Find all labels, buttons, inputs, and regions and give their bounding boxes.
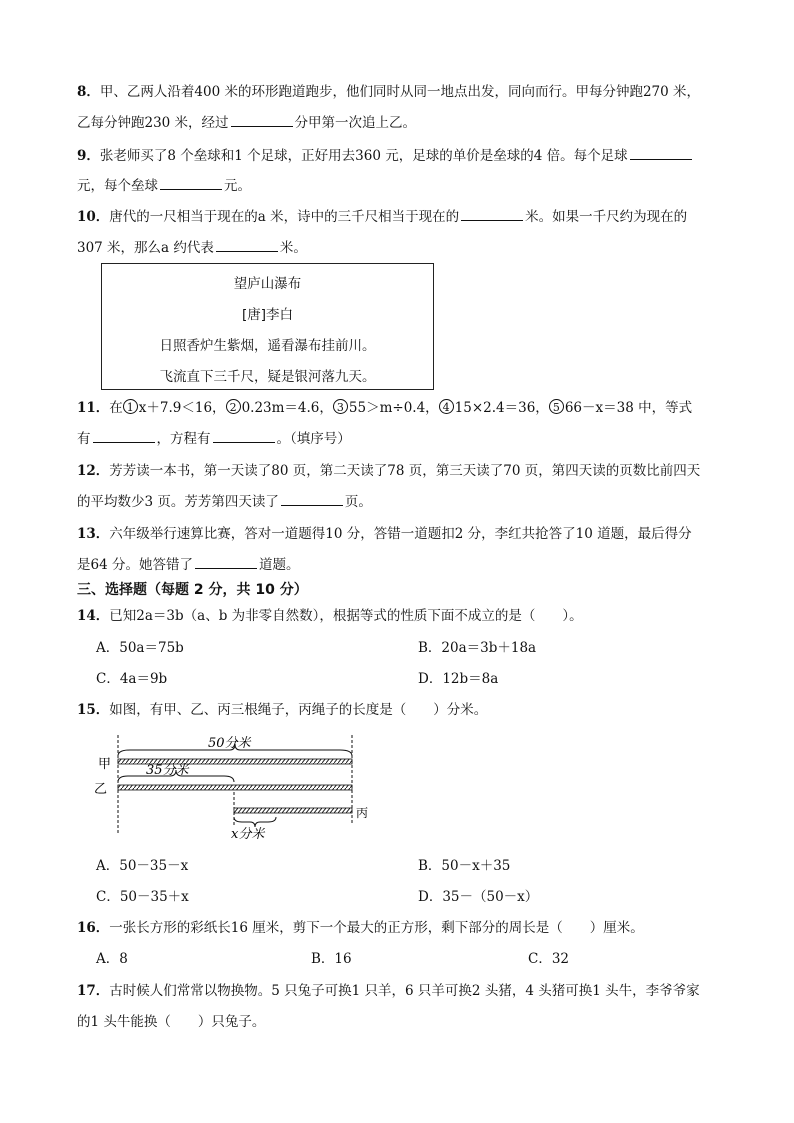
q15-option-d[interactable]: D．35－（50－x） xyxy=(418,889,539,905)
q9-number: 9． xyxy=(77,148,100,164)
q10-line2 xyxy=(77,237,307,258)
q14-option-a[interactable]: A．50a＝75b xyxy=(96,640,184,656)
brace-x xyxy=(234,817,276,827)
q10-blank-1[interactable] xyxy=(461,206,523,221)
q14-number: 14． xyxy=(77,608,110,624)
circle-number-5: 5 xyxy=(549,399,564,414)
label-x: x分米 xyxy=(231,827,265,842)
q15-stem xyxy=(77,700,487,720)
label-bing: 丙 xyxy=(356,806,369,820)
q13-text-2a: 是64 分。她答错了 xyxy=(77,557,193,573)
q8-number: 8． xyxy=(77,84,100,100)
q11-text-2a: 有 xyxy=(77,431,91,447)
q9-text: 张老师买了8 个垒球和1 个足球，正好用去360 元，足球的单价是垒球的4 倍。每个足球 xyxy=(99,148,628,164)
q11-number: 11． xyxy=(77,400,110,416)
q13-line1 xyxy=(77,524,692,544)
q17-line1 xyxy=(77,981,700,1001)
q11-prefix: 在 xyxy=(109,400,123,416)
q13-answer-blank[interactable] xyxy=(195,554,257,569)
q16-number: 16． xyxy=(77,920,110,936)
poem-line-2: 飞流直下三千尺，疑是银河落九天。 xyxy=(159,369,376,385)
poem-author: [唐]李白 xyxy=(241,307,294,323)
rope-bing xyxy=(234,808,352,813)
q15-option-b[interactable]: B．50－x＋35 xyxy=(418,858,511,874)
q10-text-2b: 米。 xyxy=(279,240,307,256)
q9-football-blank[interactable] xyxy=(630,145,692,160)
q10-number: 10． xyxy=(77,209,110,225)
q16-option-b[interactable]: B．16 xyxy=(311,951,352,967)
label-50: 50分米 xyxy=(208,736,251,751)
q13-number: 13． xyxy=(77,526,110,542)
q12-text-2b: 页。 xyxy=(344,494,372,510)
poem-line-1: 日照香炉生紫烟，遥看瀑布挂前川。 xyxy=(159,338,376,354)
q17-text: 古时候人们常常以物换物。5 只兔子可换1 只羊，6 只羊可换2 头猪，4 头猪可换1 头牛，李爷爷家 xyxy=(109,983,700,999)
q12-number: 12． xyxy=(77,463,110,479)
poem-title: 望庐山瀑布 xyxy=(233,276,302,292)
circle-number-4: 4 xyxy=(439,399,454,414)
q14-stem xyxy=(77,606,583,626)
q13-text-2b: 道题。 xyxy=(258,557,300,573)
q16-text: 一张长方形的彩纸长16 厘米，剪下一个最大的正方形，剩下部分的周长是（ ）厘米。 xyxy=(109,920,644,936)
q8-text-2a: 乙每分钟跑230 米，经过 xyxy=(77,115,229,131)
q11-line2 xyxy=(77,428,351,449)
q10-text-2a: 307 米，那么a 约代表 xyxy=(77,240,214,256)
q11-text-2c: 。（填序号） xyxy=(276,431,351,447)
q11-item-1: x＋7.9＜16， xyxy=(138,400,226,416)
label-jia: 甲 xyxy=(98,757,112,772)
q9-softball-blank[interactable] xyxy=(160,175,222,190)
q10-text-1a: 唐代的一尺相当于现在的a 米，诗中的三千尺相当于现在的 xyxy=(109,209,460,225)
q11-item-5: 66－x＝38 中，等式 xyxy=(564,400,693,416)
q9-text-2b: 元。 xyxy=(224,178,251,194)
circle-number-1: 1 xyxy=(123,399,138,414)
q13-text: 六年级举行速算比赛，答对一道题得10 分，答错一道题扣2 分，李红共抢答了10 道题，最后得分 xyxy=(109,526,692,542)
q8-line2 xyxy=(77,112,416,133)
q15-text: 如图，有甲、乙、丙三根绳子，丙绳子的长度是（ ）分米。 xyxy=(109,702,488,718)
q14-option-c[interactable]: C．4a＝9b xyxy=(96,671,168,687)
circle-number-3: 3 xyxy=(333,399,348,414)
q11-item-4: 15×2.4＝36， xyxy=(454,400,549,416)
q13-line2 xyxy=(77,554,299,575)
circle-number-2: 2 xyxy=(226,399,241,414)
q11-text-2b: ，方程有 xyxy=(156,431,211,447)
q8-text: 甲、乙两人沿着400 米的环形跑道跑步，他们同时从同一地点出发，同向而行。甲每分钟跑270 米， xyxy=(99,84,701,100)
rope-yi xyxy=(118,785,352,790)
q16-option-a[interactable]: A．8 xyxy=(96,951,128,967)
q8-line1 xyxy=(77,82,700,102)
q11-item-3: 55＞m÷0.4， xyxy=(348,400,439,416)
q14-text: 已知2a＝3b（a、b 为非零自然数），根据等式的性质下面不成立的是（ ）。 xyxy=(109,608,583,624)
q12-line1 xyxy=(77,461,700,481)
q10-line1 xyxy=(77,206,687,227)
rope-diagram xyxy=(90,733,390,843)
q15-number: 15． xyxy=(77,702,110,718)
q10-text-1b: 米。如果一千尺约为现在的 xyxy=(525,209,688,225)
q11-formula-blank[interactable] xyxy=(213,428,275,443)
q16-stem xyxy=(77,918,644,938)
q16-option-c[interactable]: C．32 xyxy=(528,951,570,967)
q8-text-2b: 分甲第一次追上乙。 xyxy=(294,115,417,131)
q9-text-2a: 元，每个垒球 xyxy=(77,178,158,194)
section-heading-choice: 三、选择题（每题 2 分，共 10 分） xyxy=(77,582,308,598)
poem-box xyxy=(101,263,434,390)
q10-blank-2[interactable] xyxy=(216,237,278,252)
q11-line1 xyxy=(77,398,692,418)
q11-equation-blank[interactable] xyxy=(93,428,155,443)
label-35: 35分米 xyxy=(146,763,189,778)
q12-answer-blank[interactable] xyxy=(281,491,343,506)
q15-option-c[interactable]: C．50－35＋x xyxy=(96,889,189,905)
q12-text-2a: 的平均数少3 页。芳芳第四天读了 xyxy=(77,494,279,510)
q14-option-d[interactable]: D．12b＝8a xyxy=(418,671,499,687)
q12-line2 xyxy=(77,491,372,512)
q9-line2 xyxy=(77,175,251,196)
q9-line1 xyxy=(77,145,694,166)
q17-line2: 的1 头牛能换（ ）只兔子。 xyxy=(77,1014,266,1030)
q11-item-2: 0.23m＝4.6， xyxy=(241,400,333,416)
q12-text: 芳芳读一本书，第一天读了80 页，第二天读了78 页，第三天读了70 页，第四天读的页数比前四天 xyxy=(109,463,701,479)
label-yi: 乙 xyxy=(94,782,108,797)
q17-number: 17． xyxy=(77,983,110,999)
q15-option-a[interactable]: A．50－35－x xyxy=(96,858,189,874)
q8-answer-blank[interactable] xyxy=(231,112,293,127)
q14-option-b[interactable]: B．20a＝3b＋18a xyxy=(418,640,537,656)
